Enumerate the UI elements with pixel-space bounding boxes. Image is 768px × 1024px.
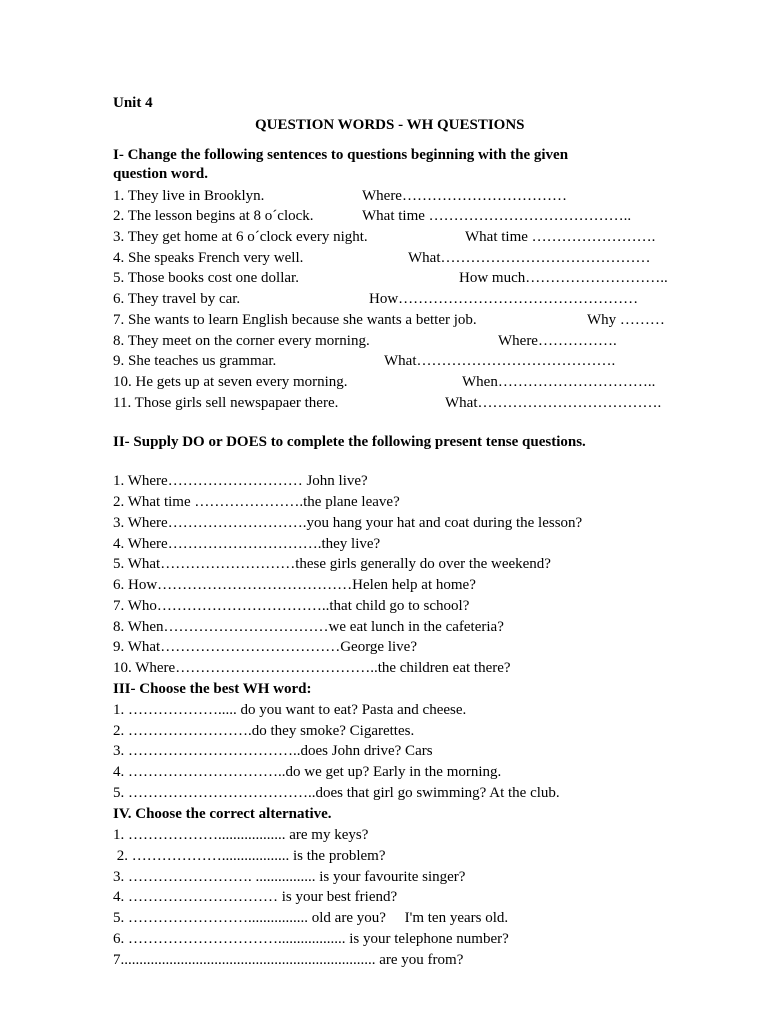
list-item: 10. Where…………………………………..the children eat there? <box>113 660 511 676</box>
list-item: 6. ………………………….................. is your telephone number? <box>113 931 509 947</box>
sentence: 3. They get home at 6 o´clock every night. <box>113 229 368 245</box>
list-item: 4. ………………………… is your best friend? <box>113 889 398 905</box>
sentence: 8. They meet on the corner every morning. <box>113 333 370 349</box>
question-prompt: Why ……… <box>587 312 665 328</box>
list-item: 2. What time ………………….the plane leave? <box>113 494 400 510</box>
list-item: 3. ……………………………..does John drive? Cars <box>113 743 433 759</box>
question-prompt: Where……………. <box>498 333 617 349</box>
question-prompt: What time ……………………. <box>465 229 656 245</box>
list-item: 1. ………………..... do you want to eat? Pasta and cheese. <box>113 702 467 718</box>
sentence: 1. They live in Brooklyn. <box>113 188 265 204</box>
list-item: 3. ……………………. ................ is your favourite singer? <box>113 869 466 885</box>
sentence: 4. She speaks French very well. <box>113 250 304 266</box>
section4-heading: IV. Choose the correct alternative. <box>113 806 332 822</box>
question-prompt: What time ………………………………….. <box>362 208 632 224</box>
question-prompt: What…………………………………. <box>384 353 616 369</box>
list-item: 5. ……………………................ old are you? I'm ten years old. <box>113 910 509 926</box>
list-item: 5. What………………………these girls generally do over the weekend? <box>113 556 551 572</box>
question-prompt: What………………………………. <box>445 395 662 411</box>
list-item: 7. Who……………………………..that child go to school? <box>113 598 470 614</box>
question-prompt: How much……………………….. <box>459 270 668 286</box>
question-prompt: What…………………………………… <box>408 250 651 266</box>
section2-heading: II- Supply DO or DOES to complete the following present tense questions. <box>113 434 586 450</box>
list-item: 1. Where……………………… John live? <box>113 473 368 489</box>
list-item: 8. When……………………………we eat lunch in the cafeteria? <box>113 619 504 635</box>
sentence: 6. They travel by car. <box>113 291 241 307</box>
section3-heading: III- Choose the best WH word: <box>113 681 312 697</box>
list-item: 6. How…………………………………Helen help at home? <box>113 577 476 593</box>
list-item: 9. What………………………………George live? <box>113 639 417 655</box>
list-item: 4. Where………………………….they live? <box>113 536 381 552</box>
section1-heading-line1: I- Change the following sentences to questions beginning with the given <box>113 147 569 163</box>
question-prompt: When………………………….. <box>462 374 656 390</box>
sentence: 7. She wants to learn English because she wants a better job. <box>113 312 477 328</box>
sentence: 2. The lesson begins at 8 o´clock. <box>113 208 314 224</box>
sentence: 10. He gets up at seven every morning. <box>113 374 348 390</box>
list-item: 7.................................................................... are you from? <box>113 952 464 968</box>
list-item: 2. …………………….do they smoke? Cigarettes. <box>113 723 415 739</box>
question-prompt: Where…………………………… <box>362 188 567 204</box>
sentence: 5. Those books cost one dollar. <box>113 270 299 286</box>
list-item: 1. ……………….................. are my keys? <box>113 827 369 843</box>
list-item: 2. ……………….................. is the problem? <box>113 848 386 864</box>
list-item: 3. Where……………………….you hang your hat and coat during the lesson? <box>113 515 583 531</box>
sentence: 11. Those girls sell newspapaer there. <box>113 395 339 411</box>
list-item: 5. ………………………………..does that girl go swimming? At the club. <box>113 785 560 801</box>
section1-heading-line2: question word. <box>113 166 209 182</box>
question-prompt: How………………………………………… <box>369 291 639 307</box>
sentence: 9. She teaches us grammar. <box>113 353 277 369</box>
list-item: 4. …………………………..do we get up? Early in the morning. <box>113 764 502 780</box>
page-title: QUESTION WORDS - WH QUESTIONS <box>255 117 525 133</box>
unit-label: Unit 4 <box>113 95 153 111</box>
